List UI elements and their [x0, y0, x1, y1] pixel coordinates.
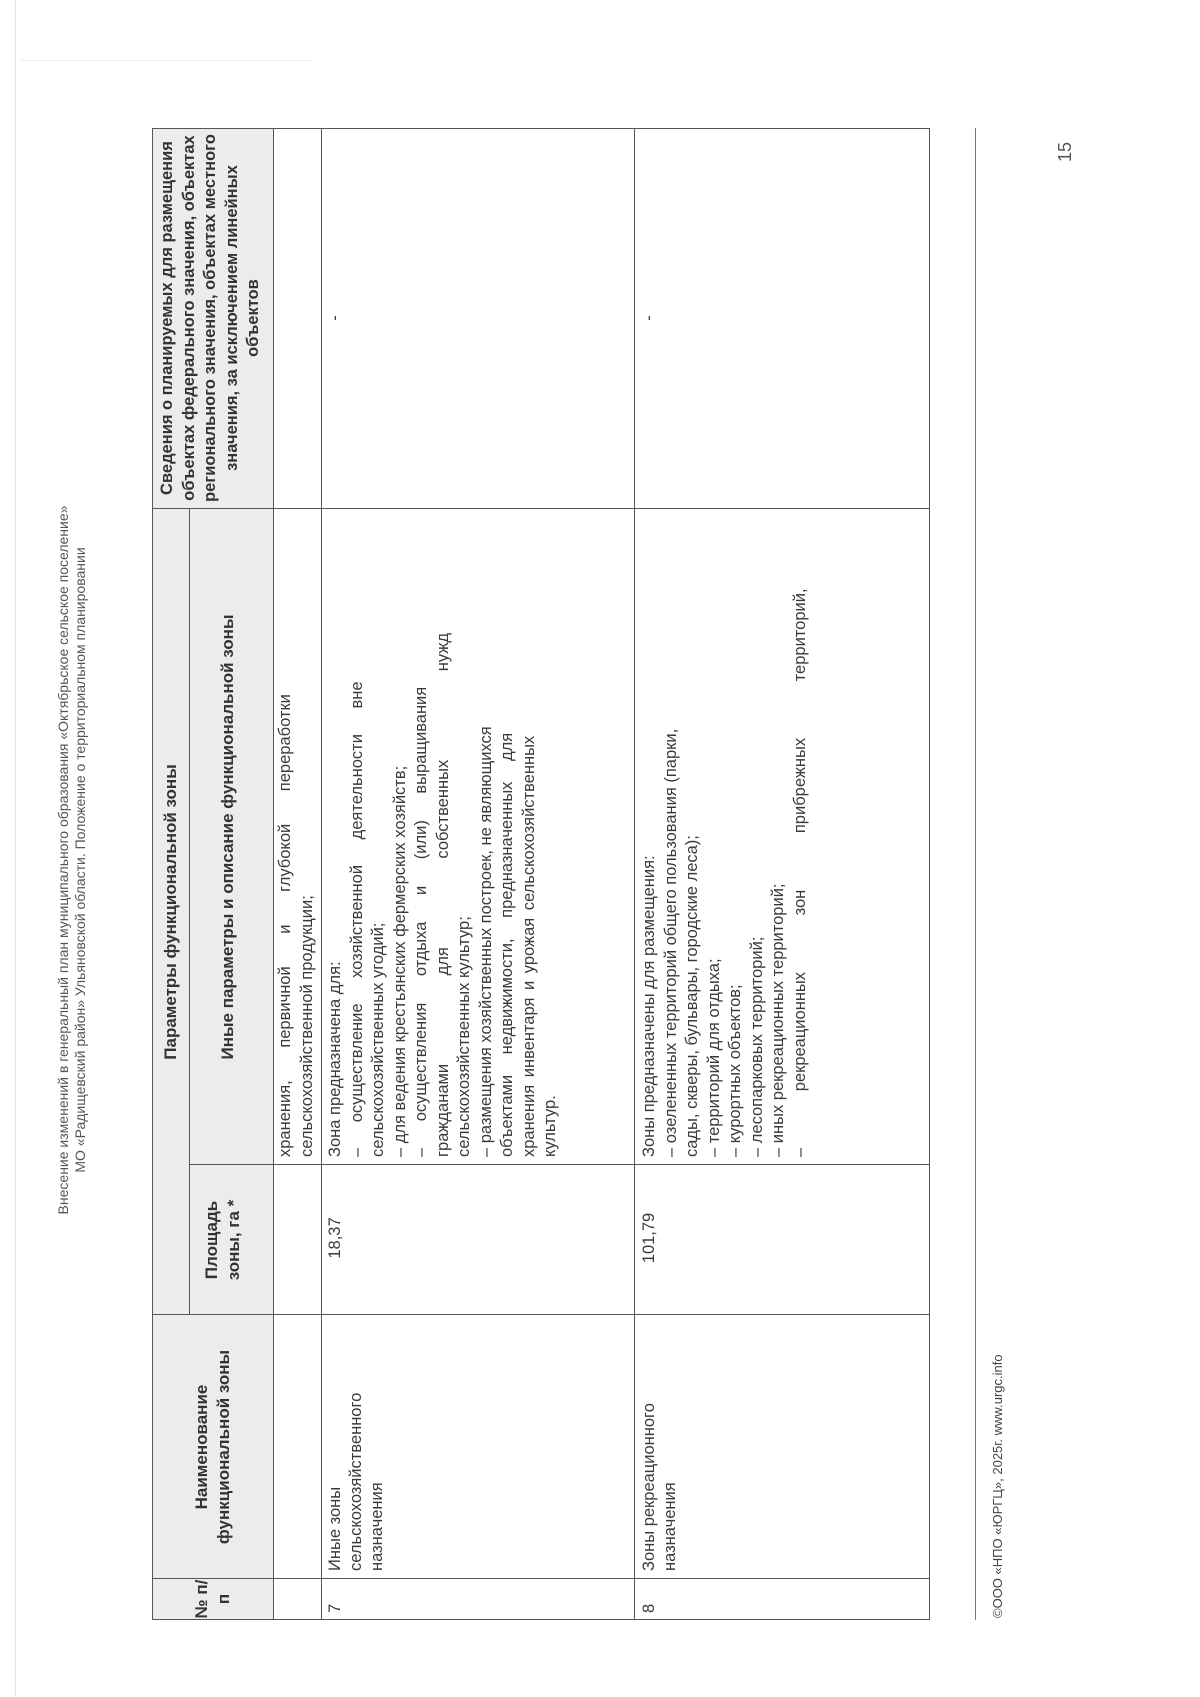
header-area: Площадь зоны, га * [202, 1199, 243, 1281]
row-8-planned: - [640, 315, 658, 321]
row-8-area: 101,79 [640, 1212, 658, 1264]
zones-table [152, 128, 930, 1620]
row-7-area: 18,37 [326, 1217, 344, 1259]
row-7-name: Иные зоны сельскохозяйственного назначения [326, 1392, 386, 1571]
header-line-2: МО «Радищевский район» Ульяновской области. Положение о территориальном планировании [72, 547, 88, 1173]
scan-edge [15, 0, 16, 1697]
text-line: сельскохозяйственных угодий; [369, 922, 387, 1157]
text-line: – территорий для отдыха; [704, 958, 723, 1157]
document-header [55, 100, 89, 1620]
continuation-text [275, 517, 318, 1157]
text-line: – лесопарковых территорий; [747, 936, 766, 1157]
row-8-name: Зоны рекреационного назначения [640, 1403, 679, 1571]
text-line: сады, скверы, бульвары, городские леса); [683, 835, 701, 1157]
row-7-description [325, 517, 562, 1157]
text-line: – озелененных территорий общего пользования (парки, [661, 728, 680, 1157]
header-other-params: Иные параметры и описание функциональной зоны [218, 614, 237, 1060]
header-planned-objects: Сведения о планируемых для размещения объектах федерального значения, объектах регионального значения, объектах местного значения, за исключением линейных объектов [158, 134, 262, 502]
header-num: № п/п [192, 1579, 233, 1619]
page-number: 15 [1055, 141, 1075, 162]
text-line: – иных рекреационных территорий; [769, 883, 787, 1157]
row-8-num: 8 [640, 1603, 658, 1613]
text-line: – курортных объектов; [726, 984, 744, 1157]
text-line: культур. [541, 1095, 559, 1157]
text-line: сельскохозяйственных культур; [455, 916, 473, 1157]
text-line: – осуществление хозяйственной деятельности вне [347, 681, 366, 1157]
row-7-planned: - [326, 315, 344, 321]
header-name: Наименование функциональной зоны [192, 1349, 233, 1545]
header-params-group: Параметры функциональной зоны [161, 764, 180, 1060]
text-line: – рекреационных зон прибрежных территорий, [790, 588, 809, 1157]
text-line: Зона предназначена для: [326, 961, 344, 1157]
scan-edge [20, 60, 310, 61]
text-line: – для ведения крестьянских фермерских хозяйств; [390, 765, 409, 1157]
rotated-page [55, 100, 1105, 1620]
text-line: – размещения хозяйственных построек, не являющихся [476, 726, 495, 1157]
text-line: хранения, первичной и глубокой переработки [276, 694, 294, 1157]
text-line: – осуществления отдыха и (или) выращивания [412, 686, 430, 1157]
text-line: гражданами для собственных нужд [433, 633, 452, 1157]
text-line: объектами недвижимости, предназначенных для [498, 732, 516, 1157]
footer-copyright: ©ООО «НПО «ЮРГЦ», 2025г. www.urgc.info [990, 1354, 1005, 1618]
header-line-1: Внесение изменений в генеральный план муниципального образования «Октябрьское сельское поселение» [55, 505, 71, 1215]
row-8-description [639, 517, 811, 1157]
row-7-num: 7 [326, 1603, 344, 1613]
text-line: хранения инвентаря и урожая сельскохозяйственных [519, 735, 538, 1157]
footer-rule [975, 128, 976, 1620]
text-line: Зоны предназначены для размещения: [640, 855, 658, 1157]
text-line: сельскохозяйственной продукции; [297, 895, 316, 1157]
